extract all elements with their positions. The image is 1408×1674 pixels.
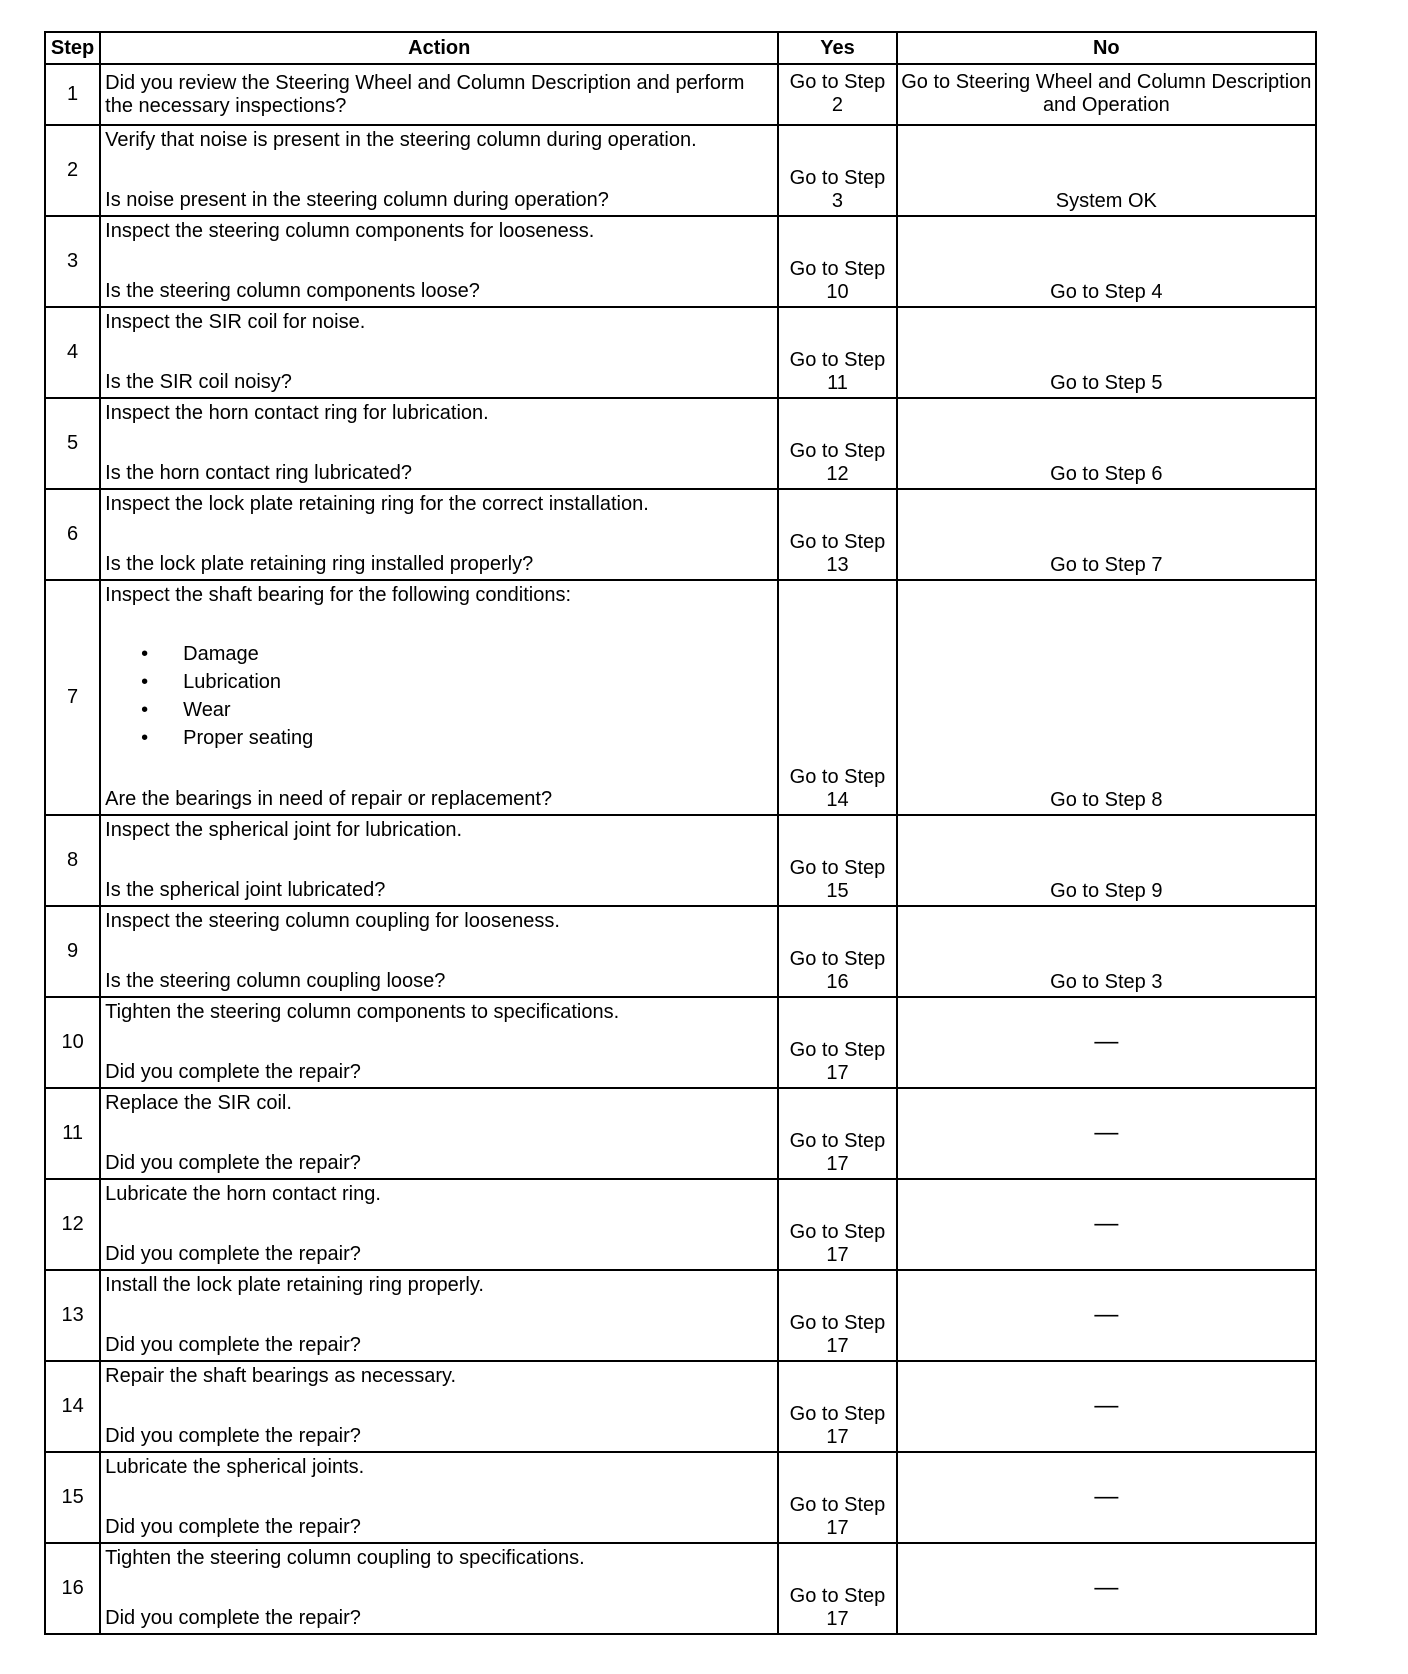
header-step: Step (45, 32, 100, 64)
no-result: Go to Step 5 (1050, 372, 1163, 394)
no-dash: — (1094, 1574, 1119, 1601)
header-no: No (897, 32, 1316, 64)
action-cell (100, 1452, 778, 1543)
header-yes: Yes (778, 32, 896, 64)
yes-step-number: 15 (826, 880, 849, 902)
no-result: Go to Step 3 (1050, 971, 1163, 993)
yes-cell (778, 906, 896, 997)
action-instruction: Tighten the steering column coupling to specifications. (105, 1547, 585, 1569)
action-cell (100, 1270, 778, 1361)
action-cell (100, 580, 778, 815)
condition-item: • Wear (183, 696, 773, 724)
yes-cell (778, 815, 896, 906)
no-cell (897, 1543, 1316, 1634)
table-row (45, 307, 1316, 398)
table-row (45, 398, 1316, 489)
table-row (45, 125, 1316, 216)
no-cell (897, 997, 1316, 1088)
action-question: Did you complete the repair? (105, 1516, 361, 1538)
no-dash: — (1094, 1301, 1119, 1328)
no-result: Go to Step 6 (1050, 463, 1163, 485)
no-dash: — (1094, 1119, 1119, 1146)
action-question: Did you complete the repair? (105, 1061, 361, 1083)
table-row (45, 216, 1316, 307)
action-question: Did you complete the repair? (105, 1334, 361, 1356)
yes-label: Go to Step (789, 1585, 886, 1607)
action-instruction: Inspect the steering column components for looseness. (105, 220, 595, 242)
action-question: Did you complete the repair? (105, 1152, 361, 1174)
yes-step-number: 11 (827, 372, 848, 394)
no-cell (897, 1179, 1316, 1270)
step-number: 16 (45, 1543, 100, 1634)
action-question: Is the horn contact ring lubricated? (105, 462, 413, 484)
action-cell (100, 125, 778, 216)
yes-label: Go to Step (789, 349, 886, 371)
header-row (45, 32, 1316, 64)
table-row (45, 1361, 1316, 1452)
no-result: System OK (1055, 190, 1157, 212)
action-instruction: Inspect the lock plate retaining ring for the correct installation. (105, 493, 649, 515)
yes-label: Go to Step (789, 1221, 886, 1243)
action-question: Is the lock plate retaining ring installed properly? (105, 553, 534, 575)
no-dash: — (1094, 1210, 1119, 1237)
condition-item: • Damage (183, 640, 773, 668)
action-instruction: Inspect the steering column coupling for looseness. (105, 910, 560, 932)
action-cell (100, 906, 778, 997)
action-question: Is the steering column coupling loose? (105, 970, 446, 992)
yes-cell (778, 1088, 896, 1179)
action-question: Is the SIR coil noisy? (105, 371, 292, 393)
no-dash: — (1094, 1483, 1119, 1510)
action-cell (100, 1088, 778, 1179)
yes-cell (778, 64, 896, 125)
step-number: 11 (45, 1088, 100, 1179)
yes-label: Go to Step (789, 857, 886, 879)
table-row (45, 815, 1316, 906)
action-cell (100, 815, 778, 906)
action-instruction: Lubricate the spherical joints. (105, 1456, 365, 1478)
no-cell (897, 398, 1316, 489)
yes-cell (778, 1543, 896, 1634)
action-instruction: Inspect the SIR coil for noise. (105, 311, 366, 333)
yes-cell (778, 580, 896, 815)
step-number: 7 (45, 580, 100, 815)
action-instruction: Repair the shaft bearings as necessary. (105, 1365, 457, 1387)
action-cell (100, 216, 778, 307)
table-row (45, 489, 1316, 580)
step-number: 2 (45, 125, 100, 216)
yes-label: Go to Step (789, 1494, 886, 1516)
table-row (45, 1179, 1316, 1270)
step-number: 5 (45, 398, 100, 489)
yes-label: Go to Step (789, 70, 886, 93)
yes-cell (778, 1270, 896, 1361)
yes-step-number: 17 (826, 1426, 849, 1448)
no-cell (897, 64, 1316, 125)
action-cell (100, 64, 778, 125)
yes-cell (778, 125, 896, 216)
no-cell (897, 125, 1316, 216)
yes-cell (778, 398, 896, 489)
action-question: Did you complete the repair? (105, 1243, 361, 1265)
condition-item: • Proper seating (183, 724, 773, 752)
table-row (45, 1088, 1316, 1179)
no-result: Go to Step 9 (1050, 880, 1163, 902)
step-number: 13 (45, 1270, 100, 1361)
step-number: 12 (45, 1179, 100, 1270)
yes-label: Go to Step (789, 258, 886, 280)
no-cell (897, 815, 1316, 906)
no-result: Go to Step 8 (1050, 789, 1163, 811)
condition-item: • Lubrication (183, 668, 773, 696)
action-cell (100, 1543, 778, 1634)
action-instruction: Inspect the shaft bearing for the following conditions: (105, 584, 572, 606)
no-cell (897, 1361, 1316, 1452)
action-cell (100, 1361, 778, 1452)
yes-step-number: 2 (831, 93, 844, 116)
header-action: Action (100, 32, 778, 64)
table-row (45, 580, 1316, 815)
step-number: 4 (45, 307, 100, 398)
action-question: Did you complete the repair? (105, 1607, 361, 1629)
yes-cell (778, 1179, 896, 1270)
action-question: Is the spherical joint lubricated? (105, 879, 386, 901)
step-number: 6 (45, 489, 100, 580)
step-number: 8 (45, 815, 100, 906)
action-instruction: Verify that noise is present in the steering column during operation. (105, 129, 697, 151)
no-cell (897, 1088, 1316, 1179)
step-number: 14 (45, 1361, 100, 1452)
action-cell (100, 1179, 778, 1270)
no-cell (897, 216, 1316, 307)
yes-cell (778, 1452, 896, 1543)
no-result: Go to Steering Wheel and Column Description and Operation (901, 70, 1312, 116)
yes-step-number: 3 (831, 190, 844, 212)
yes-step-number: 14 (826, 789, 849, 811)
yes-cell (778, 997, 896, 1088)
yes-label: Go to Step (789, 167, 886, 189)
yes-label: Go to Step (789, 948, 886, 970)
table-row (45, 64, 1316, 125)
yes-step-number: 13 (826, 554, 849, 576)
no-result: Go to Step 7 (1050, 554, 1163, 576)
condition-list (105, 640, 773, 752)
table-row (45, 997, 1316, 1088)
no-cell (897, 1270, 1316, 1361)
no-cell (897, 1452, 1316, 1543)
yes-label: Go to Step (789, 766, 886, 788)
action-instruction: Inspect the spherical joint for lubrication. (105, 819, 463, 841)
yes-step-number: 12 (826, 463, 849, 485)
no-result: Go to Step 4 (1050, 281, 1163, 303)
no-cell (897, 307, 1316, 398)
yes-cell (778, 307, 896, 398)
yes-label: Go to Step (789, 1403, 886, 1425)
action-instruction: Did you review the Steering Wheel and Column Description and perform the necessary inspections? (105, 71, 745, 117)
action-question: Did you complete the repair? (105, 1425, 361, 1447)
diagnostic-table (44, 31, 1317, 1635)
yes-cell (778, 1361, 896, 1452)
yes-label: Go to Step (789, 531, 886, 553)
action-instruction: Replace the SIR coil. (105, 1092, 292, 1114)
table-row (45, 1270, 1316, 1361)
action-cell (100, 997, 778, 1088)
step-number: 15 (45, 1452, 100, 1543)
yes-step-number: 17 (826, 1153, 849, 1175)
yes-step-number: 17 (826, 1335, 849, 1357)
action-instruction: Inspect the horn contact ring for lubrication. (105, 402, 489, 424)
yes-step-number: 17 (826, 1608, 849, 1630)
yes-label: Go to Step (789, 440, 886, 462)
table-row (45, 1452, 1316, 1543)
no-cell (897, 580, 1316, 815)
step-number: 3 (45, 216, 100, 307)
action-question: Are the bearings in need of repair or replacement? (105, 788, 553, 810)
table-row (45, 1543, 1316, 1634)
action-cell (100, 307, 778, 398)
table-row (45, 906, 1316, 997)
no-cell (897, 906, 1316, 997)
yes-cell (778, 216, 896, 307)
yes-step-number: 16 (826, 971, 849, 993)
yes-label: Go to Step (789, 1039, 886, 1061)
yes-step-number: 17 (826, 1244, 849, 1266)
yes-step-number: 17 (826, 1517, 849, 1539)
action-instruction: Install the lock plate retaining ring properly. (105, 1274, 484, 1296)
step-number: 10 (45, 997, 100, 1088)
no-cell (897, 489, 1316, 580)
action-cell (100, 398, 778, 489)
yes-cell (778, 489, 896, 580)
yes-label: Go to Step (789, 1312, 886, 1334)
no-dash: — (1094, 1028, 1119, 1055)
action-question: Is noise present in the steering column during operation? (105, 189, 609, 211)
yes-step-number: 10 (826, 281, 849, 303)
step-number: 9 (45, 906, 100, 997)
action-instruction: Tighten the steering column components to specifications. (105, 1001, 620, 1023)
step-number: 1 (45, 64, 100, 125)
no-dash: — (1094, 1392, 1119, 1419)
action-instruction: Lubricate the horn contact ring. (105, 1183, 381, 1205)
yes-label: Go to Step (789, 1130, 886, 1152)
yes-step-number: 17 (826, 1062, 849, 1084)
action-question: Is the steering column components loose? (105, 280, 480, 302)
action-cell (100, 489, 778, 580)
